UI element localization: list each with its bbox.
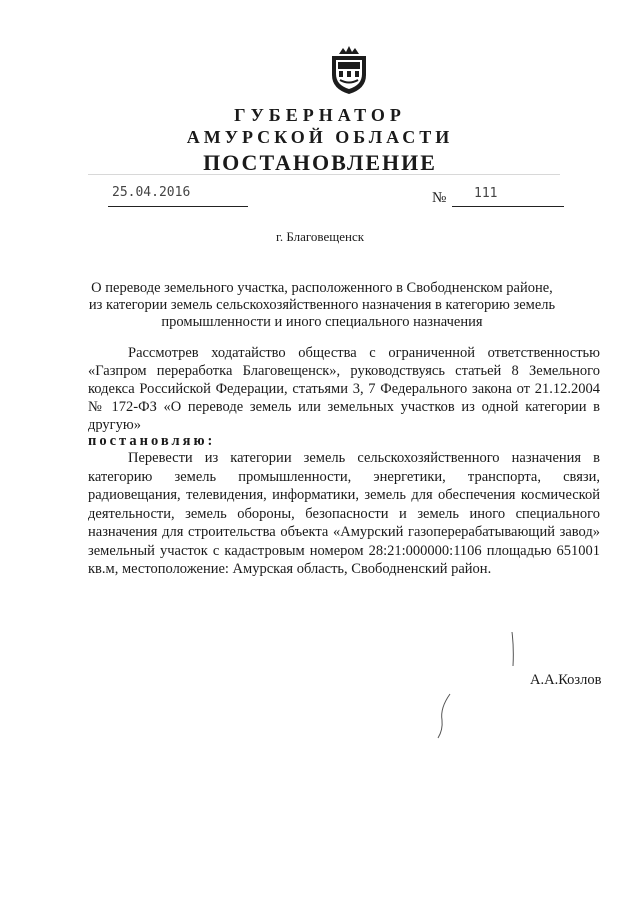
document-type: ПОСТАНОВЛЕНИЕ (203, 150, 437, 175)
place-of-issue: г. Благовещенск (275, 229, 365, 244)
decree-paragraph: Перевести из категории земель сельскохозяйственного назначения в категорию земель промышленности, энергетики, транспорта, связи, радиовещания, телевидения, информатики, земель для обеспечения космической деятельности, земель обороны, безопасности и земель иного специального назначения для строительства объекта «Амурский газоперерабатывающий завод» земельный участок с кадастровым номером 28:21:000000:1106 площадью 651001 кв.м, местоположение: Амурская область, Свободненский район. (88, 450, 600, 577)
signature-stroke (504, 630, 524, 670)
number-sign: № (432, 190, 447, 206)
preamble-paragraph: Рассмотрев ходатайство общества с ограниченной ответственностью «Газпром переработка Благовещенск», руководствуясь статьей 8 Земельного кодекса Российской Федерации, статьями 3, 7 Федерального закона от 21.12.2004 № 172-ФЗ «О переводе земель или земельных участков из одной категории в другую» (88, 345, 600, 433)
coat-of-arms-emblem (326, 45, 372, 95)
header-separator (88, 174, 560, 175)
signature-stroke (430, 690, 460, 740)
issuer-region: АМУРСКОЙ ОБЛАСТИ (186, 127, 454, 147)
decree-word: постановляю: (88, 433, 216, 449)
signatory-name: А.А.Козлов (530, 672, 602, 688)
issuer-title: ГУБЕРНАТОР (234, 105, 406, 125)
document-number: 111 (474, 186, 498, 201)
date-underline (108, 206, 248, 207)
document-subject: О переводе земельного участка, расположенного в Свободненском районе, из категории земель сельскохозяйственного назначения в категорию земель промышленности и иного специального назначения (88, 280, 556, 330)
number-underline (452, 206, 564, 207)
document-date: 25.04.2016 (112, 185, 191, 200)
